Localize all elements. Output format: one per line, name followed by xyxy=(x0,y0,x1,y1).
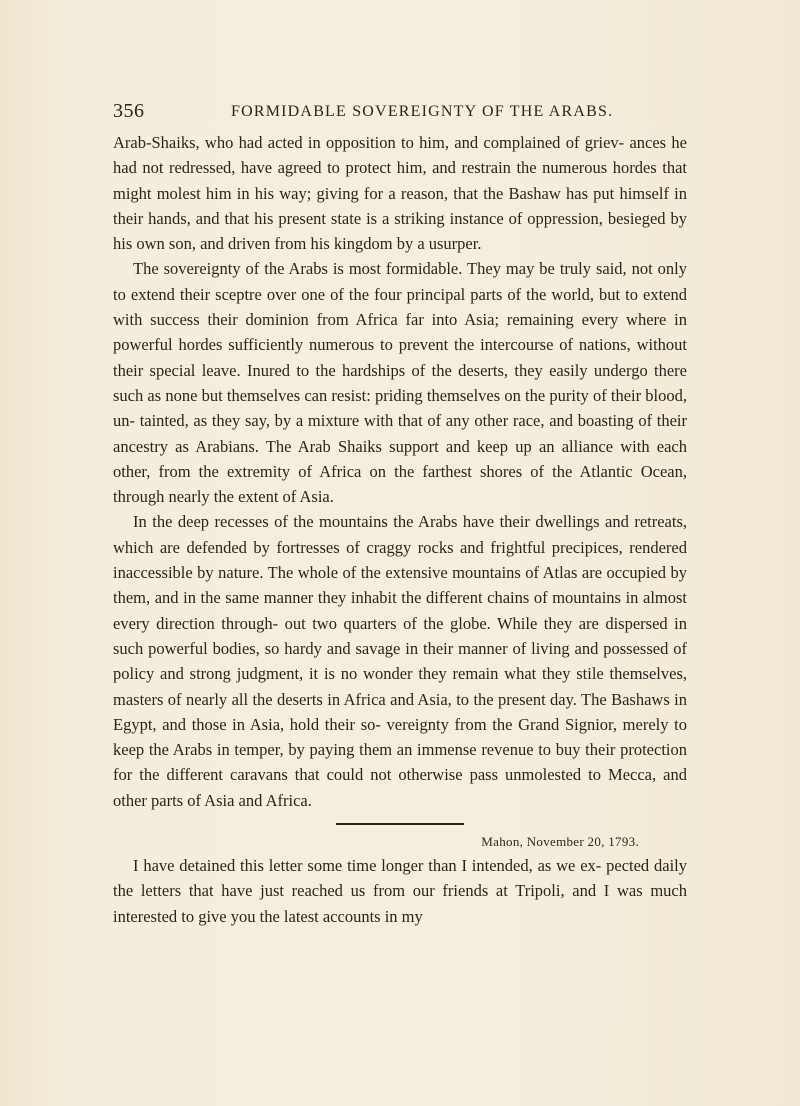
paragraph-mountains: In the deep recesses of the mountains the Arabs have their dwellings and retreats, which are defended by fortresses of craggy rocks and frightful precipices, rendered inaccessible by nature. The whole of the extensive mountains of Atlas are occupied by them, and in the same manner they inhabit the different chains of mountains in almost every direction through- out two quarters of the globe. While they are dispersed in such powerful bodies, so hardy and savage in their manner of living and possessed of policy and strong judgment, it is no wonder they remain what they stile themselves, masters of nearly all the deserts in Africa and Asia, to the present day. The Bashaws in Egypt, and those in Asia, hold their so- vereignty from the Grand Signior, merely to keep the Arabs in temper, by paying them an immense revenue to buy their protection for the different caravans that could not otherwise pass unmolested to Mecca, and other parts of Asia and Africa. xyxy=(113,512,687,810)
letter-dateline: Mahon, November 20, 1793. xyxy=(481,834,639,850)
paragraph-sovereignty: The sovereignty of the Arabs is most formidable. They may be truly said, not only to extend their sceptre over one of the four principal parts of the world, but to extend with success their dominion from Africa far into Asia; remaining every where in powerful hordes sufficiently numerous to prevent the intercourse of nations, without their special leave. Inured to the hardships of the deserts, they easily undergo there such as none but themselves can resist: priding themselves on the purity of their blood, un- tainted, as they say, by a mixture with that of any other race, and boasting of their ancestry as Arabians. The Arab Shaiks support and keep up an alliance with each other, from the extremity of Africa on the farthest shores of the Atlantic Ocean, through nearly the extent of Asia. xyxy=(113,259,687,507)
running-title: FORMIDABLE SOVEREIGNTY OF THE ARABS. xyxy=(231,103,614,120)
page-number: 356 xyxy=(113,100,145,122)
paragraph-letter-opening: I have detained this letter some time longer than I intended, as we ex- pected daily the letters that have just reached us from our friends at Tripoli, and I was much interested to give you the latest accounts in my xyxy=(113,856,687,926)
body-text xyxy=(113,130,687,929)
paragraph-continuation: Arab-Shaiks, who had acted in opposition to him, and complained of griev- ances he had not redressed, have agreed to protect him, and restrain the numerous hordes that might molest him in his way; giving for a reason, that the Bashaw has put himself in their hands, and that his present state is a striking instance of oppression, besieged by his own son, and driven from his kingdom by a usurper. xyxy=(113,133,687,254)
section-divider xyxy=(336,823,464,825)
page-header xyxy=(113,100,693,124)
